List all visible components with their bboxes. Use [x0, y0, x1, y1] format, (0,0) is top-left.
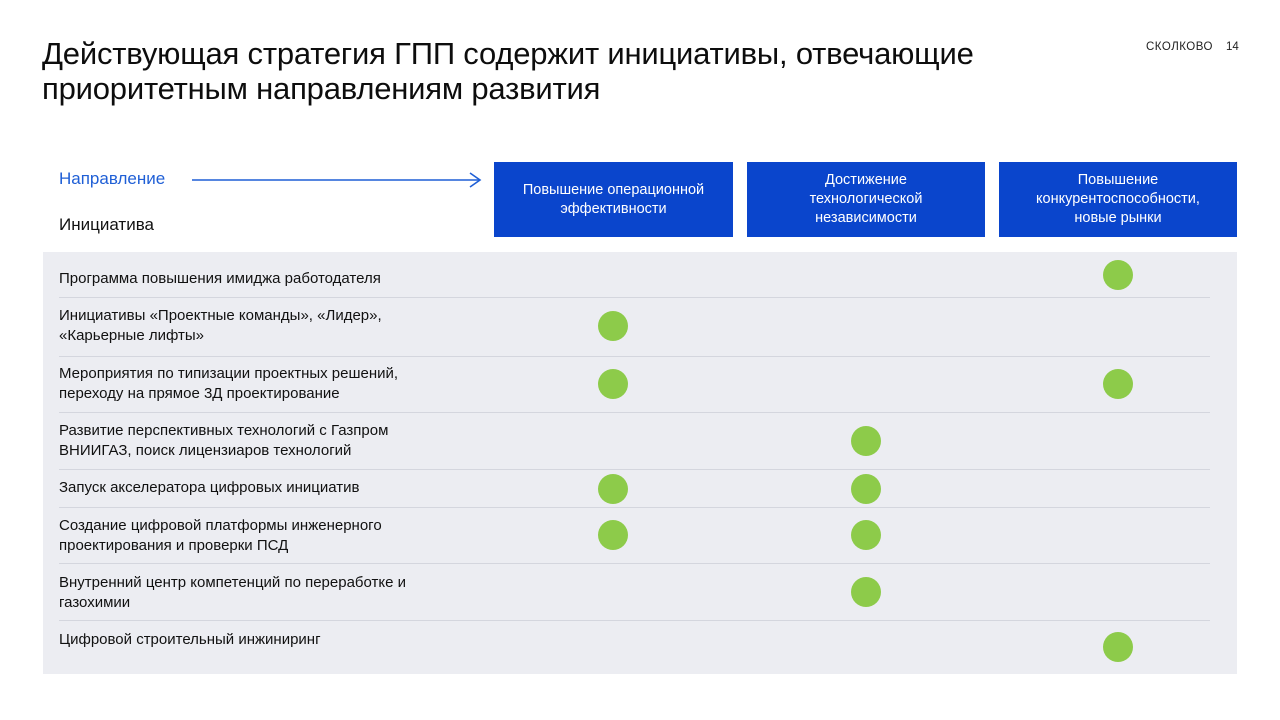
- column-header-tech-independence: [747, 162, 985, 237]
- column-header-label: Повышение конкурентоспособности, новые рынки: [1036, 172, 1200, 226]
- row-divider: [59, 412, 1210, 413]
- check-dot-icon: [851, 426, 881, 456]
- row-divider: [59, 356, 1210, 357]
- table-row: Развитие перспективных технологий с Газпром ВНИИГАЗ, поиск лицензиаров технологий: [59, 422, 389, 459]
- check-dot-icon: [851, 520, 881, 550]
- page-title: Действующая стратегия ГПП содержит инициативы, отвечающие приоритетным направлениям развития: [42, 36, 974, 106]
- check-dot-icon: [1103, 369, 1133, 399]
- row-divider: [59, 507, 1210, 508]
- column-header-competitiveness: [999, 162, 1237, 237]
- column-header-label: Достижение технологической независимости: [809, 172, 923, 226]
- table-row: Цифровой строительный инжиниринг: [59, 631, 321, 648]
- table-row: Инициативы «Проектные команды», «Лидер», «Карьерные лифты»: [59, 307, 382, 344]
- check-dot-icon: [851, 474, 881, 504]
- arrow-right-icon: [192, 171, 484, 189]
- direction-label: Направление: [59, 169, 166, 188]
- row-divider: [59, 620, 1210, 621]
- table-row: Мероприятия по типизации проектных решений, переходу на прямое 3Д проектирование: [59, 365, 399, 402]
- table-row: Запуск акселератора цифровых инициатив: [59, 479, 360, 496]
- check-dot-icon: [598, 311, 628, 341]
- check-dot-icon: [598, 474, 628, 504]
- row-divider: [59, 563, 1210, 564]
- check-dot-icon: [1103, 632, 1133, 662]
- check-dot-icon: [851, 577, 881, 607]
- check-dot-icon: [598, 369, 628, 399]
- row-divider: [59, 469, 1210, 470]
- page-number: 14: [1226, 41, 1239, 53]
- table-row: Программа повышения имиджа работодателя: [59, 270, 381, 287]
- table-row: Внутренний центр компетенций по переработке и газохимии: [59, 574, 407, 611]
- check-dot-icon: [598, 520, 628, 550]
- table-row: Создание цифровой платформы инженерного проектирования и проверки ПСД: [59, 517, 382, 554]
- row-divider: [59, 297, 1210, 298]
- check-dot-icon: [1103, 260, 1133, 290]
- column-header-label: Повышение операционной эффективности: [522, 181, 705, 217]
- initiative-label: Инициатива: [59, 215, 154, 234]
- column-header-operational-efficiency: [494, 162, 733, 237]
- brand-label: СКОЛКОВО: [1146, 41, 1213, 53]
